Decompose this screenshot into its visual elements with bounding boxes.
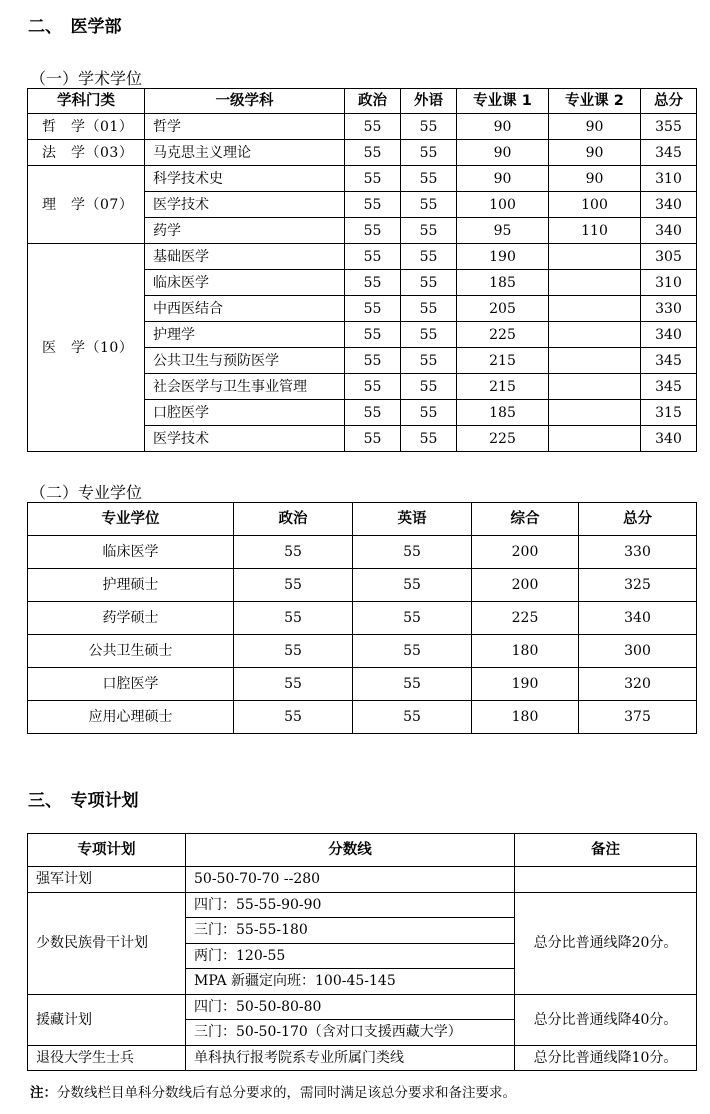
politics-cell: 55 (345, 244, 401, 270)
language-cell: 55 (401, 348, 457, 374)
course2-cell (549, 348, 641, 374)
header-politics: 政治 (234, 503, 353, 536)
total-cell: 355 (641, 114, 697, 140)
table-row (28, 867, 697, 893)
politics-cell: 55 (345, 322, 401, 348)
degree-cell: 护理硕士 (28, 569, 234, 602)
course2-cell (549, 270, 641, 296)
academic-degree-table (27, 88, 697, 452)
course2-cell (549, 322, 641, 348)
total-cell: 315 (641, 400, 697, 426)
table-row (28, 668, 697, 701)
section-title-special-plans: 三、 专项计划 (28, 791, 139, 811)
total-cell: 330 (641, 296, 697, 322)
total-cell: 340 (579, 602, 697, 635)
footnote-label: 注： (30, 1085, 57, 1101)
category-cell: 法 学（03） (28, 140, 145, 166)
subject-cell: 口腔医学 (145, 400, 345, 426)
language-cell: 55 (401, 140, 457, 166)
subject-cell: 马克思主义理论 (145, 140, 345, 166)
header-degree: 专业学位 (28, 503, 234, 536)
comprehensive-cell: 180 (472, 635, 579, 668)
degree-cell: 公共卫生硕士 (28, 635, 234, 668)
comprehensive-cell: 200 (472, 536, 579, 569)
course1-cell: 185 (457, 400, 549, 426)
plan-name-cell: 退役大学生士兵 (28, 1045, 186, 1071)
plan-name-cell: 少数民族骨干计划 (28, 892, 186, 994)
header-remark: 备注 (515, 834, 697, 867)
comprehensive-cell: 200 (472, 569, 579, 602)
plan-name-cell: 强军计划 (28, 867, 186, 893)
special-header-row (28, 834, 697, 867)
header-language: 外语 (401, 89, 457, 114)
category-cell: 医 学（10） (28, 244, 145, 452)
english-cell: 55 (353, 668, 472, 701)
table-row (28, 635, 697, 668)
total-cell: 310 (641, 270, 697, 296)
footnote-text: 分数线栏目单科分数线后有总分要求的，需同时满足该总分要求和备注要求。 (57, 1085, 516, 1101)
table-row (28, 569, 697, 602)
footnote (30, 1081, 516, 1101)
subject-cell: 哲学 (145, 114, 345, 140)
subject-cell: 科学技术史 (145, 166, 345, 192)
politics-cell: 55 (345, 374, 401, 400)
header-subject: 一级学科 (145, 89, 345, 114)
total-cell: 320 (579, 668, 697, 701)
course1-cell: 225 (457, 426, 549, 452)
politics-cell: 55 (345, 400, 401, 426)
language-cell: 55 (401, 270, 457, 296)
table-row (28, 244, 697, 270)
subject-cell: 公共卫生与预防医学 (145, 348, 345, 374)
total-cell: 300 (579, 635, 697, 668)
professional-header-row (28, 503, 697, 536)
table-row (28, 536, 697, 569)
total-cell: 330 (579, 536, 697, 569)
comprehensive-cell: 225 (472, 602, 579, 635)
score-line-cell: 四门：55-55-90-90 (186, 892, 515, 918)
degree-cell: 应用心理硕士 (28, 701, 234, 734)
total-cell: 340 (641, 192, 697, 218)
remark-cell (515, 867, 697, 893)
score-line-cell: 三门：55-55-180 (186, 918, 515, 944)
table-row (28, 166, 697, 192)
header-english: 英语 (353, 503, 472, 536)
total-cell: 345 (641, 348, 697, 374)
subject-cell: 医学技术 (145, 426, 345, 452)
table-row (28, 701, 697, 734)
special-plans-table (27, 833, 697, 1071)
politics-cell: 55 (234, 701, 353, 734)
comprehensive-cell: 180 (472, 701, 579, 734)
politics-cell: 55 (345, 296, 401, 322)
academic-header-row (28, 89, 697, 114)
course1-cell: 190 (457, 244, 549, 270)
table-row (28, 140, 697, 166)
subject-cell: 社会医学与卫生事业管理 (145, 374, 345, 400)
total-cell: 325 (579, 569, 697, 602)
course1-cell: 90 (457, 114, 549, 140)
language-cell: 55 (401, 374, 457, 400)
course1-cell: 90 (457, 140, 549, 166)
academic-degree-subtitle: （一）学术学位 (30, 69, 143, 88)
politics-cell: 55 (345, 166, 401, 192)
professional-degree-table (27, 502, 697, 734)
course2-cell (549, 426, 641, 452)
degree-cell: 药学硕士 (28, 602, 234, 635)
language-cell: 55 (401, 426, 457, 452)
header-plan: 专项计划 (28, 834, 186, 867)
course2-cell (549, 296, 641, 322)
table-row (28, 994, 697, 1020)
header-score-line: 分数线 (186, 834, 515, 867)
course1-cell: 205 (457, 296, 549, 322)
total-cell: 340 (641, 218, 697, 244)
section-title-medical: 二、 医学部 (28, 17, 122, 37)
language-cell: 55 (401, 322, 457, 348)
header-category: 学科门类 (28, 89, 145, 114)
table-row (28, 114, 697, 140)
language-cell: 55 (401, 114, 457, 140)
politics-cell: 55 (234, 569, 353, 602)
politics-cell: 55 (345, 270, 401, 296)
score-line-cell: 单科执行报考院系专业所属门类线 (186, 1045, 515, 1071)
language-cell: 55 (401, 296, 457, 322)
category-cell: 哲 学（01） (28, 114, 145, 140)
header-total: 总分 (641, 89, 697, 114)
course1-cell: 95 (457, 218, 549, 244)
score-line-cell: MPA 新疆定向班：100-45-145 (186, 969, 515, 995)
course2-cell: 90 (549, 140, 641, 166)
header-course2: 专业课 2 (549, 89, 641, 114)
table-row (28, 602, 697, 635)
language-cell: 55 (401, 218, 457, 244)
total-cell: 310 (641, 166, 697, 192)
remark-cell: 总分比普通线降20分。 (515, 892, 697, 994)
politics-cell: 55 (345, 140, 401, 166)
header-comprehensive: 综合 (472, 503, 579, 536)
course2-cell: 90 (549, 166, 641, 192)
subject-cell: 护理学 (145, 322, 345, 348)
course2-cell: 100 (549, 192, 641, 218)
course2-cell (549, 374, 641, 400)
score-line-cell: 四门：50-50-80-80 (186, 994, 515, 1020)
subject-cell: 中西医结合 (145, 296, 345, 322)
politics-cell: 55 (234, 536, 353, 569)
total-cell: 345 (641, 374, 697, 400)
politics-cell: 55 (345, 218, 401, 244)
language-cell: 55 (401, 244, 457, 270)
course1-cell: 185 (457, 270, 549, 296)
remark-cell: 总分比普通线降40分。 (515, 994, 697, 1045)
subject-cell: 临床医学 (145, 270, 345, 296)
language-cell: 55 (401, 166, 457, 192)
degree-cell: 临床医学 (28, 536, 234, 569)
english-cell: 55 (353, 536, 472, 569)
politics-cell: 55 (345, 192, 401, 218)
english-cell: 55 (353, 701, 472, 734)
course2-cell (549, 400, 641, 426)
course1-cell: 90 (457, 166, 549, 192)
header-total: 总分 (579, 503, 697, 536)
total-cell: 340 (641, 322, 697, 348)
remark-cell: 总分比普通线降10分。 (515, 1045, 697, 1071)
politics-cell: 55 (345, 348, 401, 374)
english-cell: 55 (353, 635, 472, 668)
subject-cell: 医学技术 (145, 192, 345, 218)
table-row (28, 1045, 697, 1071)
professional-degree-subtitle: （二）专业学位 (30, 483, 143, 502)
score-line-cell: 50-50-70-70 --280 (186, 867, 515, 893)
politics-cell: 55 (234, 668, 353, 701)
course1-cell: 215 (457, 374, 549, 400)
language-cell: 55 (401, 400, 457, 426)
course2-cell (549, 244, 641, 270)
english-cell: 55 (353, 602, 472, 635)
subject-cell: 药学 (145, 218, 345, 244)
subject-cell: 基础医学 (145, 244, 345, 270)
total-cell: 345 (641, 140, 697, 166)
table-row (28, 892, 697, 918)
course2-cell: 110 (549, 218, 641, 244)
course1-cell: 225 (457, 322, 549, 348)
politics-cell: 55 (234, 602, 353, 635)
politics-cell: 55 (345, 426, 401, 452)
english-cell: 55 (353, 569, 472, 602)
comprehensive-cell: 190 (472, 668, 579, 701)
language-cell: 55 (401, 192, 457, 218)
header-politics: 政治 (345, 89, 401, 114)
total-cell: 375 (579, 701, 697, 734)
header-course1: 专业课 1 (457, 89, 549, 114)
score-line-cell: 两门：120-55 (186, 943, 515, 969)
course2-cell: 90 (549, 114, 641, 140)
total-cell: 340 (641, 426, 697, 452)
politics-cell: 55 (345, 114, 401, 140)
course1-cell: 215 (457, 348, 549, 374)
course1-cell: 100 (457, 192, 549, 218)
category-cell: 理 学（07） (28, 166, 145, 244)
total-cell: 305 (641, 244, 697, 270)
degree-cell: 口腔医学 (28, 668, 234, 701)
score-line-cell: 三门：50-50-170（含对口支援西藏大学） (186, 1020, 515, 1046)
politics-cell: 55 (234, 635, 353, 668)
plan-name-cell: 援藏计划 (28, 994, 186, 1045)
